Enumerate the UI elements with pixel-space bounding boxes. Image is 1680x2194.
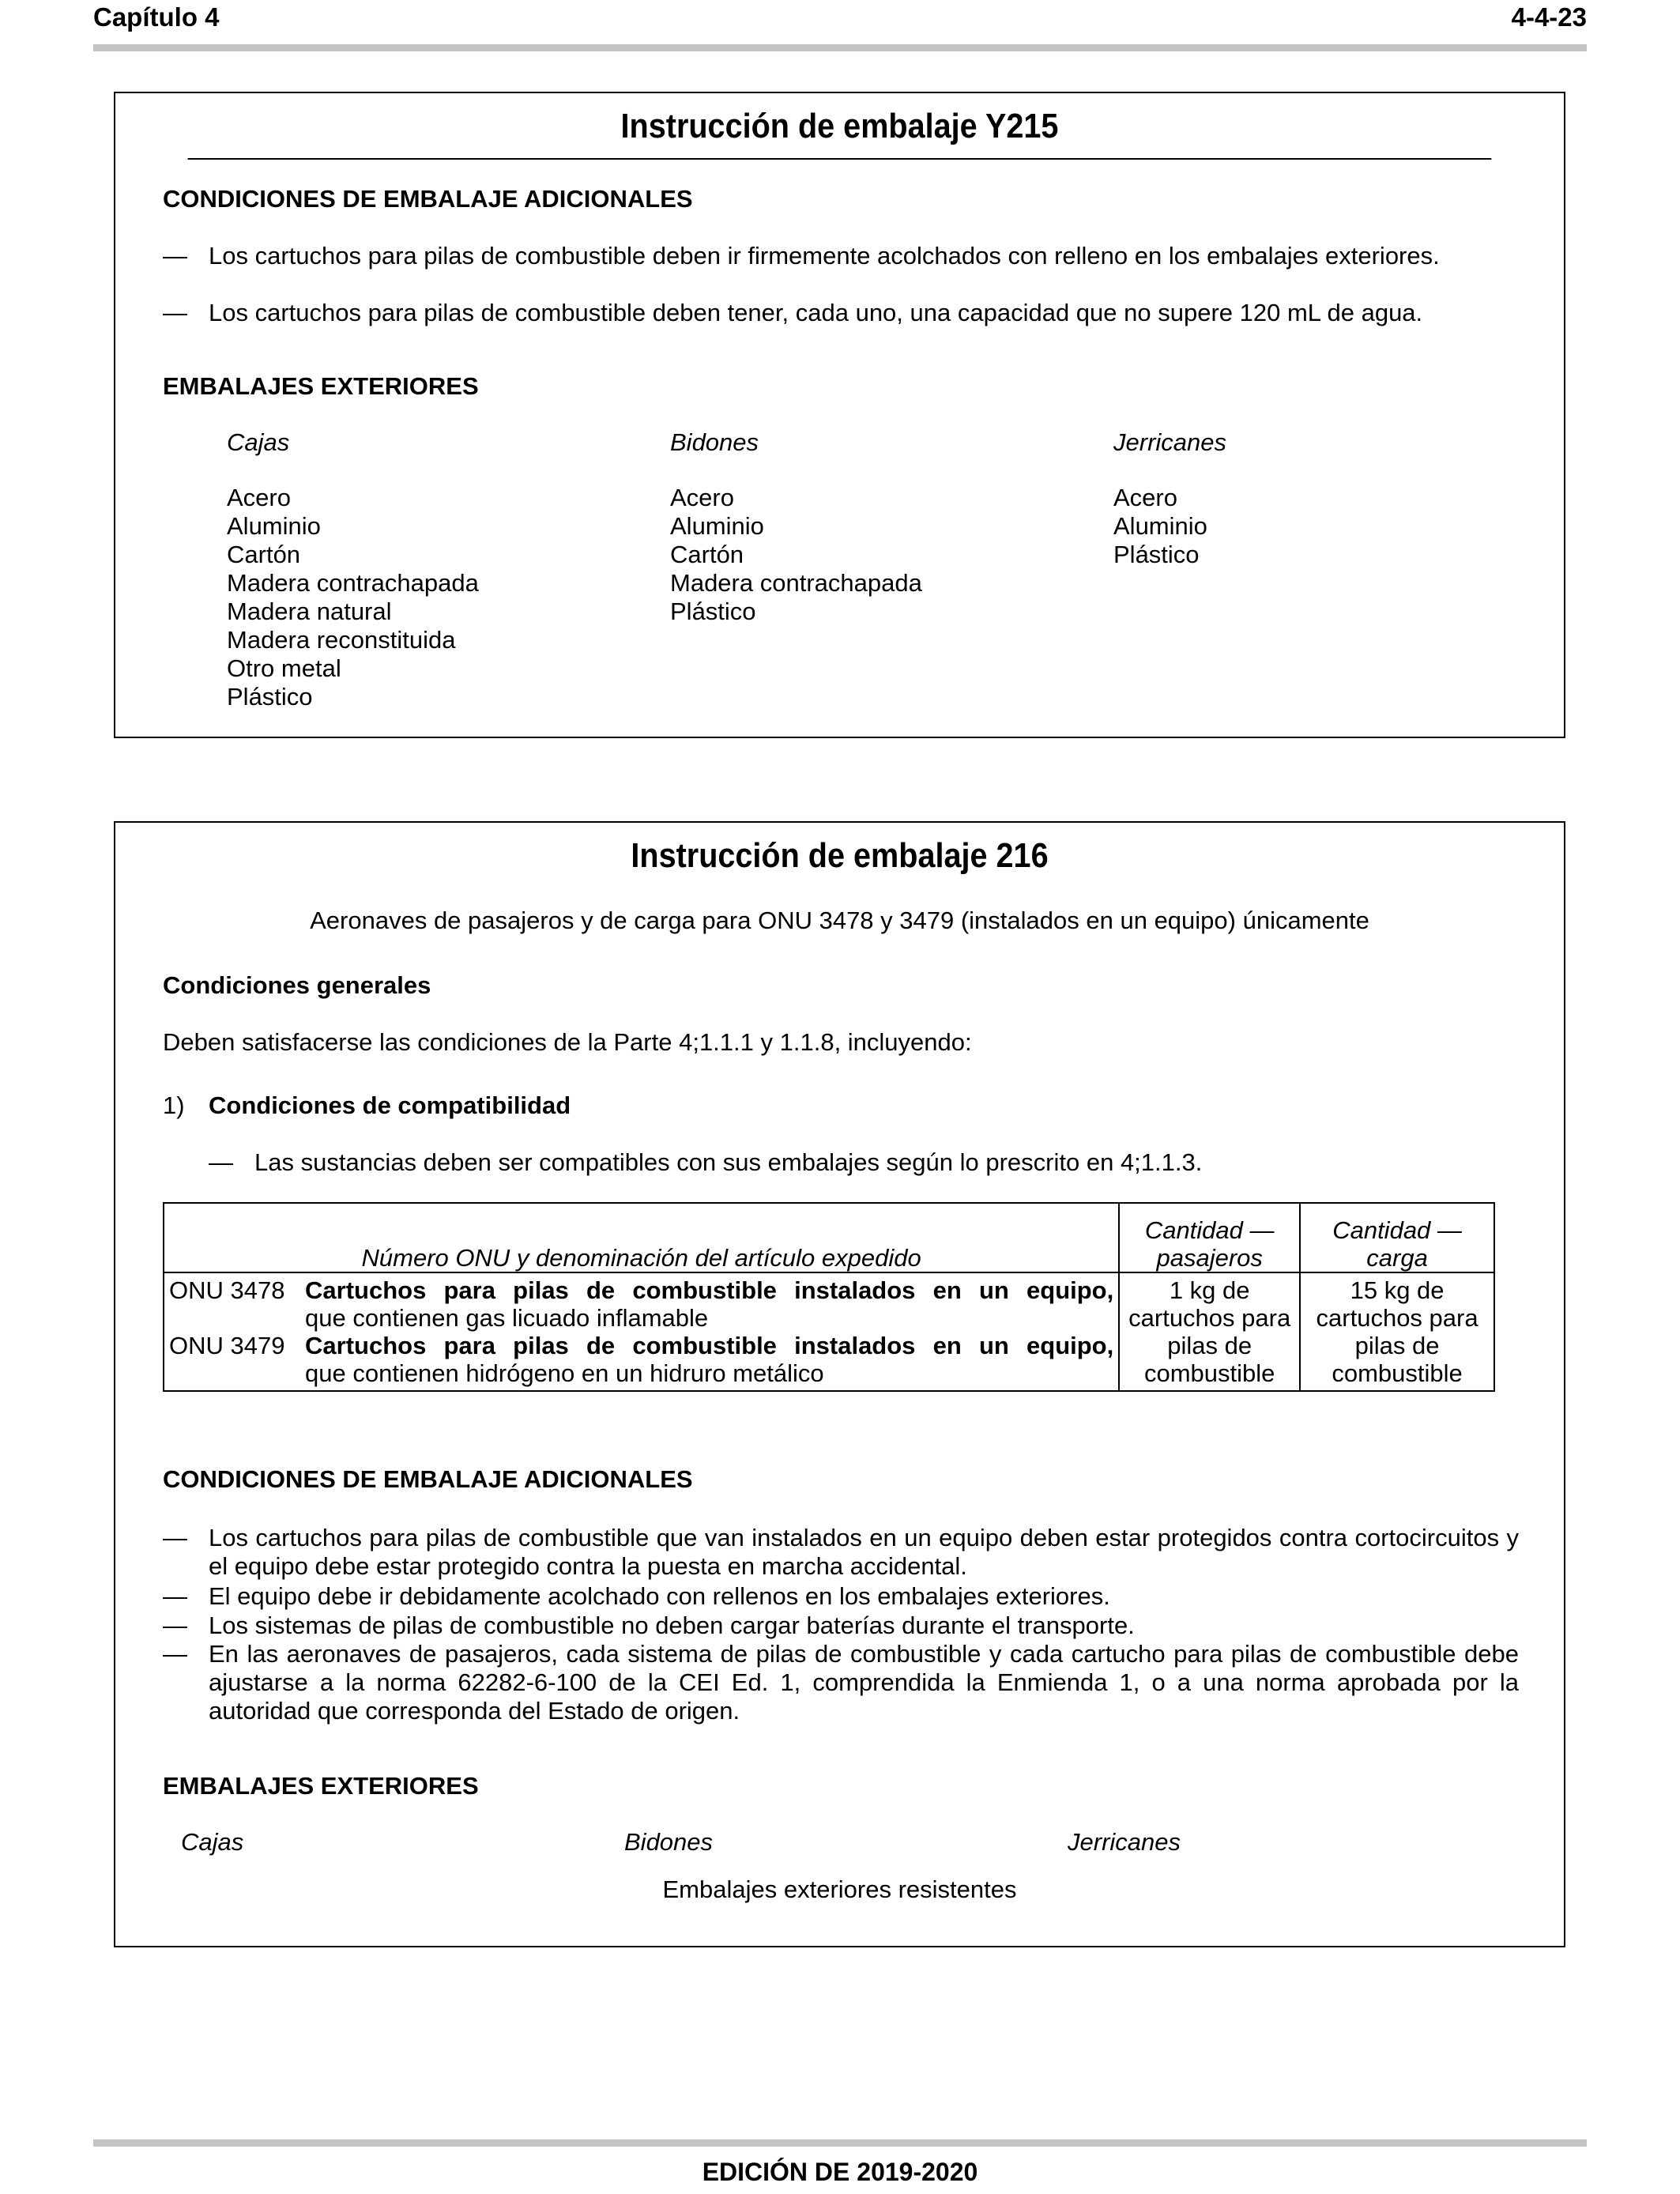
header-rule xyxy=(93,44,1587,51)
column-header: Número ONU y denominación del artículo expedido xyxy=(164,1203,1119,1272)
table-cell xyxy=(164,1272,1119,1391)
list-item: Cartón xyxy=(227,541,301,568)
column-header: Cantidad — carga xyxy=(1300,1203,1494,1272)
list-item: Madera contrachapada xyxy=(227,569,479,597)
dash-mark: — xyxy=(209,1148,233,1176)
page-header xyxy=(93,3,1587,35)
packaging-column-jerricanes xyxy=(1113,428,1226,569)
list-item: Madera reconstituida xyxy=(227,626,456,654)
column-heading: Jerricanes xyxy=(1068,1828,1181,1856)
item-number: 1) xyxy=(163,1091,185,1119)
dash-mark: — xyxy=(163,1640,187,1668)
packing-instruction-y215 xyxy=(114,92,1565,738)
packaging-note: Embalajes exteriores resistentes xyxy=(662,1875,1017,1903)
list-item: Plástico xyxy=(670,598,756,625)
un-code: ONU 3479 xyxy=(169,1332,285,1359)
list-item: — En las aeronaves de pasajeros, cada sistema de pilas de combustible y cada cartucho para pilas de combustible debe ajustarse a la norma 62282-6-100 de la CEI Ed. 1, comprendida la Enmienda 1, o a una norma aprobada por la autoridad que corresponda del Estado de origen. xyxy=(163,1640,1519,1725)
un-name: Cartuchos para pilas de combustible instalados en un equipo, xyxy=(305,1332,1114,1359)
dash-mark: — xyxy=(163,299,187,326)
table-row xyxy=(164,1272,1494,1391)
edition-footer: EDICIÓN DE 2019-2020 xyxy=(702,2158,978,2186)
section-heading: CONDICIONES DE EMBALAJE ADICIONALES xyxy=(163,185,693,213)
item-heading: Condiciones de compatibilidad xyxy=(209,1091,571,1119)
un-table xyxy=(163,1202,1495,1392)
list-item: Madera contrachapada xyxy=(670,569,922,597)
un-name-rest: que contienen hidrógeno en un hidruro metálico xyxy=(305,1359,824,1387)
list-item: — Los cartuchos para pilas de combustible que van instalados en un equipo deben estar protegidos contra cortocircuitos y el equipo debe estar protegido contra la puesta en marcha accidental. xyxy=(163,1524,1519,1580)
section-heading: CONDICIONES DE EMBALAJE ADICIONALES xyxy=(163,1465,693,1493)
section-heading: Condiciones generales xyxy=(163,971,431,999)
dash-mark: — xyxy=(163,1612,187,1639)
dash-mark: — xyxy=(163,1582,187,1610)
box-subtitle: Aeronaves de pasajeros y de carga para ONU 3478 y 3479 (instalados en un equipo) únicamente xyxy=(310,907,1369,934)
list-item: Cartón xyxy=(670,541,744,568)
un-code: ONU 3478 xyxy=(169,1276,285,1304)
column-heading: Bidones xyxy=(670,428,759,456)
general-text: Deben satisfacerse las condiciones de la Parte 4;1.1.1 y 1.1.8, incluyendo: xyxy=(163,1028,972,1056)
table-header-row xyxy=(164,1203,1494,1272)
list-item: Acero xyxy=(227,484,291,511)
list-item: Acero xyxy=(670,484,734,511)
dash-mark: — xyxy=(163,242,187,270)
packaging-column-bidones xyxy=(670,428,922,626)
box-title: Instrucción de embalaje Y215 xyxy=(188,93,1492,160)
section-heading: EMBALAJES EXTERIORES xyxy=(163,372,479,400)
section-heading: EMBALAJES EXTERIORES xyxy=(163,1772,479,1800)
box-title: Instrucción de embalaje 216 xyxy=(631,836,1049,875)
packing-instruction-216 xyxy=(114,821,1565,1947)
list-item: — Los sistemas de pilas de combustible no deben cargar baterías durante el transporte. xyxy=(163,1612,1135,1639)
list-item: Madera natural xyxy=(227,598,392,625)
list-item: Aluminio xyxy=(227,512,321,540)
list-item: Otro metal xyxy=(227,654,341,682)
list-item: — El equipo debe ir debidamente acolchado con rellenos en los embalajes exteriores. xyxy=(163,1582,1110,1610)
un-entry xyxy=(169,1276,1113,1332)
qty-cargo: 15 kg de cartuchos para pilas de combustible xyxy=(1300,1272,1494,1391)
column-heading: Cajas xyxy=(181,1828,244,1856)
list-item: — Los cartuchos para pilas de combustible deben ir firmemente acolchados con relleno en los embalajes exteriores. xyxy=(163,242,1440,270)
column-heading: Jerricanes xyxy=(1113,428,1226,456)
qty-passengers: 1 kg de cartuchos para pilas de combustible xyxy=(1119,1272,1300,1391)
dash-mark: — xyxy=(163,1524,187,1551)
list-item: Plástico xyxy=(227,683,313,711)
column-heading: Cajas xyxy=(227,428,290,456)
un-name: Cartuchos para pilas de combustible instalados en un equipo, xyxy=(305,1276,1114,1304)
un-name-rest: que contienen gas licuado inflamable xyxy=(305,1304,709,1332)
chapter-label: Capítulo 4 xyxy=(93,2,220,32)
un-entry xyxy=(169,1332,1113,1387)
list-item: Aluminio xyxy=(670,512,764,540)
list-item: — Los cartuchos para pilas de combustible deben tener, cada uno, una capacidad que no supere 120 mL de agua. xyxy=(163,299,1423,326)
list-item: Plástico xyxy=(1113,541,1200,568)
column-header: Cantidad — pasajeros xyxy=(1119,1203,1300,1272)
column-heading: Bidones xyxy=(624,1828,714,1856)
list-item: Aluminio xyxy=(1113,512,1207,540)
list-item: — Las sustancias deben ser compatibles con sus embalajes según lo prescrito en 4;1.1.3. xyxy=(209,1148,1203,1176)
list-item: Acero xyxy=(1113,484,1177,511)
page-number: 4-4-23 xyxy=(1511,2,1587,32)
packaging-column-cajas xyxy=(227,428,479,711)
footer-rule xyxy=(93,2139,1587,2147)
